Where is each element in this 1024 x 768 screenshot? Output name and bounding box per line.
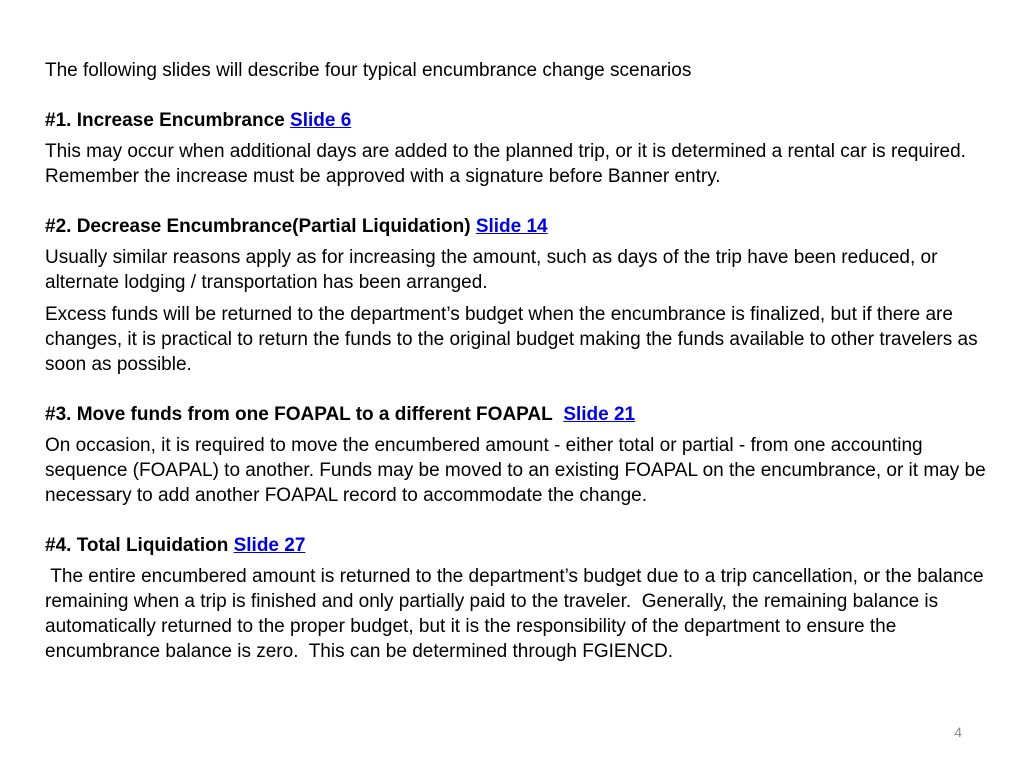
scenario-2-slide-link[interactable]: Slide 14 xyxy=(475,216,548,237)
scenario-1-description: This may occur when additional days are added to the planned trip, or it is determined a rental car is required. Remember the increase must be approved with a signature before Banner entry. xyxy=(45,141,966,187)
scenario-1-title: #1. Increase Encumbrance xyxy=(45,110,285,131)
scenario-2-description: Usually similar reasons apply as for increasing the amount, such as days of the trip have been reduced, or alternate lodging / transportation has been arranged. xyxy=(45,247,938,293)
scenario-4-heading xyxy=(45,533,995,558)
scenario-2-heading xyxy=(45,214,995,239)
scenario-2-title: #2. Decrease Encumbrance(Partial Liquidation) xyxy=(45,216,471,237)
scenario-3-description: On occasion, it is required to move the encumbered amount - either total or partial - from one accounting sequence (FOAPAL) to another. Funds may be moved to an existing FOAPAL on the encumbrance, or it may be necessary to add another FOAPAL record to accommodate the change. xyxy=(45,435,986,506)
scenario-4-description: The entire encumbered amount is returned to the department’s budget due to a trip cancellation, or the balance remaining when a trip is finished and only partially paid to the traveler. Generally, the remaining balance is automatically returned to the proper budget, but it is the responsibility of the department to ensure the encumbrance balance is zero. This can be determined through FGIENCD. xyxy=(45,566,989,662)
intro-text: The following slides will describe four typical encumbrance change scenarios xyxy=(45,60,692,81)
scenario-1-heading xyxy=(45,108,995,133)
slide-content xyxy=(45,58,995,671)
scenario-3-title: #3. Move funds from one FOAPAL to a different FOAPAL xyxy=(45,404,553,425)
scenario-4-slide-link[interactable]: Slide 27 xyxy=(233,535,306,556)
scenario-3-heading xyxy=(45,402,995,427)
scenario-4-title: #4. Total Liquidation xyxy=(45,535,229,556)
scenario-1-slide-link[interactable]: Slide 6 xyxy=(290,110,352,131)
page-number: 4 xyxy=(954,724,962,740)
scenario-2-description-extra: Excess funds will be returned to the department’s budget when the encumbrance is finalized, but if there are changes, it is practical to return the funds to the original budget making the funds available to other travelers as soon as possible. xyxy=(45,304,978,375)
scenario-3-slide-link[interactable]: Slide 21 xyxy=(563,404,636,425)
